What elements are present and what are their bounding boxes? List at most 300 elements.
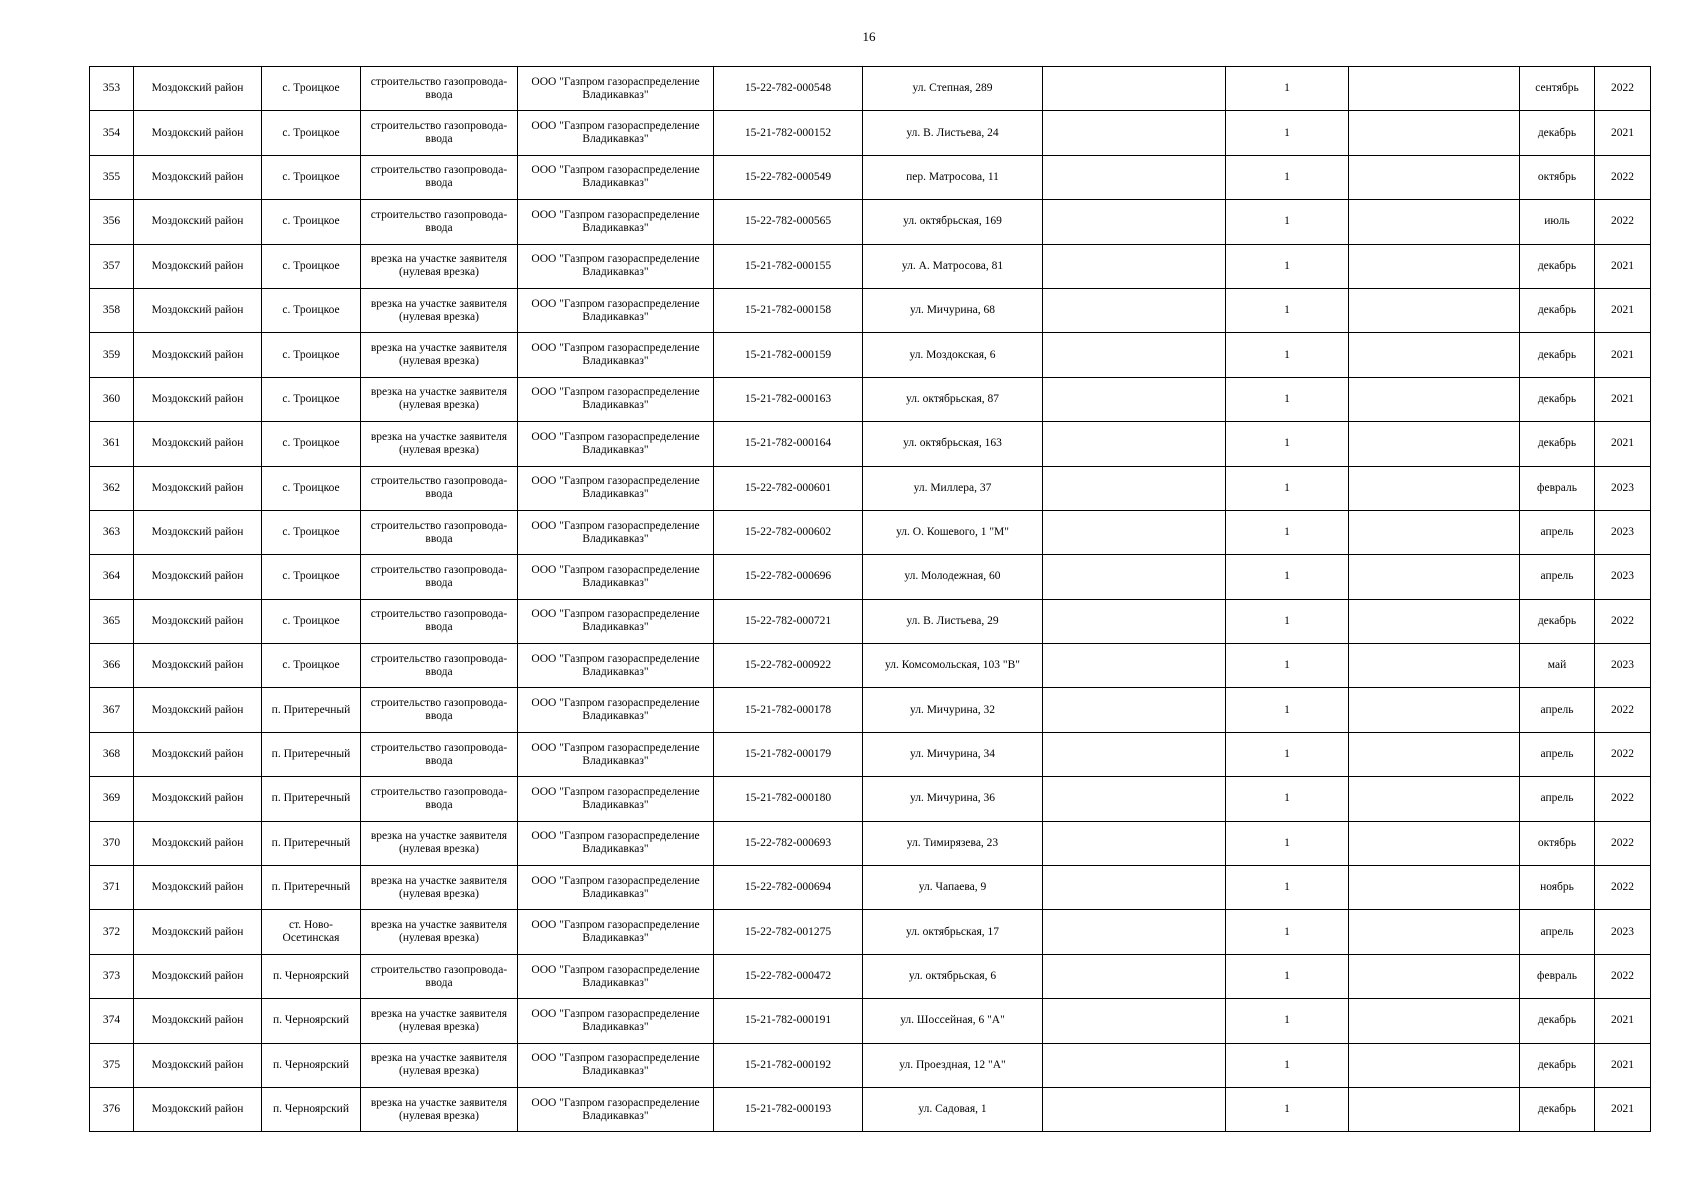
- month-cell: ноябрь: [1520, 866, 1595, 910]
- work-type-cell: врезка на участке заявителя (нулевая врезка): [361, 999, 518, 1043]
- application-number-cell: 15-22-782-000548: [714, 67, 863, 111]
- quantity-cell: 1: [1226, 777, 1349, 821]
- settlement-cell: п. Черноярский: [262, 1043, 361, 1087]
- quantity-cell: 1: [1226, 288, 1349, 332]
- table-row: [90, 555, 1651, 599]
- table-row: [90, 688, 1651, 732]
- row-number-cell: 364: [90, 555, 134, 599]
- district-cell: Моздокский район: [134, 422, 262, 466]
- table-row: [90, 422, 1651, 466]
- month-cell: апрель: [1520, 732, 1595, 776]
- table-row: [90, 866, 1651, 910]
- row-number-cell: 354: [90, 111, 134, 155]
- quantity-cell: 1: [1226, 155, 1349, 199]
- address-cell: ул. Комсомольская, 103 "В": [863, 644, 1043, 688]
- work-type-cell: строительство газопровода-ввода: [361, 510, 518, 554]
- empty-cell-cell: [1349, 866, 1520, 910]
- year-cell: 2021: [1595, 111, 1651, 155]
- organization-cell: ООО "Газпром газораспределение Владикавказ": [518, 555, 714, 599]
- organization-cell: ООО "Газпром газораспределение Владикавказ": [518, 510, 714, 554]
- quantity-cell: 1: [1226, 422, 1349, 466]
- empty-cell-cell: [1349, 466, 1520, 510]
- district-cell: Моздокский район: [134, 732, 262, 776]
- year-cell: 2021: [1595, 422, 1651, 466]
- work-type-cell: врезка на участке заявителя (нулевая врезка): [361, 1087, 518, 1131]
- year-cell: 2022: [1595, 200, 1651, 244]
- application-number-cell: 15-21-782-000192: [714, 1043, 863, 1087]
- settlement-cell: п. Притеречный: [262, 866, 361, 910]
- year-cell: 2021: [1595, 1087, 1651, 1131]
- address-cell: ул. Тимирязева, 23: [863, 821, 1043, 865]
- month-cell: декабрь: [1520, 288, 1595, 332]
- empty-cell-cell: [1043, 599, 1226, 643]
- table-row: [90, 732, 1651, 776]
- work-type-cell: врезка на участке заявителя (нулевая врезка): [361, 910, 518, 954]
- row-number-cell: 376: [90, 1087, 134, 1131]
- row-number-cell: 371: [90, 866, 134, 910]
- empty-cell-cell: [1043, 777, 1226, 821]
- table-row: [90, 1043, 1651, 1087]
- district-cell: Моздокский район: [134, 1087, 262, 1131]
- empty-cell-cell: [1043, 910, 1226, 954]
- month-cell: декабрь: [1520, 111, 1595, 155]
- month-cell: февраль: [1520, 954, 1595, 998]
- row-number-cell: 356: [90, 200, 134, 244]
- row-number-cell: 355: [90, 155, 134, 199]
- work-type-cell: строительство газопровода-ввода: [361, 644, 518, 688]
- year-cell: 2021: [1595, 288, 1651, 332]
- work-type-cell: строительство газопровода-ввода: [361, 732, 518, 776]
- address-cell: ул. В. Листьева, 24: [863, 111, 1043, 155]
- quantity-cell: 1: [1226, 599, 1349, 643]
- settlement-cell: п. Притеречный: [262, 732, 361, 776]
- quantity-cell: 1: [1226, 910, 1349, 954]
- month-cell: октябрь: [1520, 821, 1595, 865]
- organization-cell: ООО "Газпром газораспределение Владикавказ": [518, 644, 714, 688]
- month-cell: апрель: [1520, 510, 1595, 554]
- settlement-cell: с. Троицкое: [262, 644, 361, 688]
- row-number-cell: 363: [90, 510, 134, 554]
- empty-cell-cell: [1043, 1043, 1226, 1087]
- work-type-cell: строительство газопровода-ввода: [361, 555, 518, 599]
- settlement-cell: с. Троицкое: [262, 377, 361, 421]
- empty-cell-cell: [1043, 732, 1226, 776]
- page-number: 16: [862, 29, 876, 44]
- application-number-cell: 15-22-782-000472: [714, 954, 863, 998]
- table-row: [90, 244, 1651, 288]
- application-number-cell: 15-21-782-000178: [714, 688, 863, 732]
- application-number-cell: 15-21-782-000163: [714, 377, 863, 421]
- month-cell: декабрь: [1520, 422, 1595, 466]
- district-cell: Моздокский район: [134, 510, 262, 554]
- address-cell: ул. октябрьская, 17: [863, 910, 1043, 954]
- row-number-cell: 372: [90, 910, 134, 954]
- month-cell: октябрь: [1520, 155, 1595, 199]
- address-cell: ул. В. Листьева, 29: [863, 599, 1043, 643]
- organization-cell: ООО "Газпром газораспределение Владикавказ": [518, 599, 714, 643]
- district-cell: Моздокский район: [134, 954, 262, 998]
- year-cell: 2022: [1595, 866, 1651, 910]
- table-row: [90, 777, 1651, 821]
- empty-cell-cell: [1349, 555, 1520, 599]
- settlement-cell: ст. Ново-Осетинская: [262, 910, 361, 954]
- quantity-cell: 1: [1226, 466, 1349, 510]
- district-cell: Моздокский район: [134, 155, 262, 199]
- row-number-cell: 361: [90, 422, 134, 466]
- address-cell: ул. Миллера, 37: [863, 466, 1043, 510]
- district-cell: Моздокский район: [134, 244, 262, 288]
- work-type-cell: строительство газопровода-ввода: [361, 67, 518, 111]
- work-type-cell: строительство газопровода-ввода: [361, 155, 518, 199]
- row-number-cell: 358: [90, 288, 134, 332]
- settlement-cell: с. Троицкое: [262, 155, 361, 199]
- empty-cell-cell: [1043, 377, 1226, 421]
- organization-cell: ООО "Газпром газораспределение Владикавказ": [518, 821, 714, 865]
- application-number-cell: 15-21-782-000179: [714, 732, 863, 776]
- address-cell: ул. октябрьская, 169: [863, 200, 1043, 244]
- empty-cell-cell: [1043, 422, 1226, 466]
- empty-cell-cell: [1349, 67, 1520, 111]
- month-cell: апрель: [1520, 555, 1595, 599]
- organization-cell: ООО "Газпром газораспределение Владикавказ": [518, 244, 714, 288]
- address-cell: ул. октябрьская, 163: [863, 422, 1043, 466]
- empty-cell-cell: [1043, 466, 1226, 510]
- empty-cell-cell: [1349, 244, 1520, 288]
- year-cell: 2023: [1595, 510, 1651, 554]
- row-number-cell: 366: [90, 644, 134, 688]
- year-cell: 2021: [1595, 377, 1651, 421]
- application-number-cell: 15-21-782-000152: [714, 111, 863, 155]
- table-row: [90, 200, 1651, 244]
- organization-cell: ООО "Газпром газораспределение Владикавказ": [518, 999, 714, 1043]
- empty-cell-cell: [1349, 422, 1520, 466]
- work-type-cell: строительство газопровода-ввода: [361, 954, 518, 998]
- application-number-cell: 15-22-782-000601: [714, 466, 863, 510]
- month-cell: декабрь: [1520, 1087, 1595, 1131]
- table-row: [90, 599, 1651, 643]
- settlement-cell: с. Троицкое: [262, 244, 361, 288]
- table-row: [90, 999, 1651, 1043]
- table-row: [90, 644, 1651, 688]
- organization-cell: ООО "Газпром газораспределение Владикавказ": [518, 688, 714, 732]
- address-cell: ул. Шоссейная, 6 "А": [863, 999, 1043, 1043]
- district-cell: Моздокский район: [134, 555, 262, 599]
- address-cell: ул. Степная, 289: [863, 67, 1043, 111]
- empty-cell-cell: [1349, 688, 1520, 732]
- work-type-cell: врезка на участке заявителя (нулевая врезка): [361, 866, 518, 910]
- empty-cell-cell: [1349, 200, 1520, 244]
- empty-cell-cell: [1349, 777, 1520, 821]
- organization-cell: ООО "Газпром газораспределение Владикавказ": [518, 67, 714, 111]
- month-cell: июль: [1520, 200, 1595, 244]
- address-cell: ул. Проездная, 12 "А": [863, 1043, 1043, 1087]
- address-cell: ул. О. Кошевого, 1 "М": [863, 510, 1043, 554]
- organization-cell: ООО "Газпром газораспределение Владикавказ": [518, 1087, 714, 1131]
- address-cell: ул. Молодежная, 60: [863, 555, 1043, 599]
- address-cell: ул. октябрьская, 6: [863, 954, 1043, 998]
- month-cell: декабрь: [1520, 333, 1595, 377]
- address-cell: ул. Мичурина, 36: [863, 777, 1043, 821]
- organization-cell: ООО "Газпром газораспределение Владикавказ": [518, 1043, 714, 1087]
- empty-cell-cell: [1349, 510, 1520, 554]
- organization-cell: ООО "Газпром газораспределение Владикавказ": [518, 111, 714, 155]
- application-number-cell: 15-21-782-000159: [714, 333, 863, 377]
- district-cell: Моздокский район: [134, 111, 262, 155]
- year-cell: 2023: [1595, 644, 1651, 688]
- month-cell: апрель: [1520, 910, 1595, 954]
- work-type-cell: строительство газопровода-ввода: [361, 688, 518, 732]
- table-row: [90, 333, 1651, 377]
- work-type-cell: врезка на участке заявителя (нулевая врезка): [361, 422, 518, 466]
- empty-cell-cell: [1043, 1087, 1226, 1131]
- empty-cell-cell: [1043, 244, 1226, 288]
- year-cell: 2022: [1595, 777, 1651, 821]
- settlement-cell: с. Троицкое: [262, 111, 361, 155]
- quantity-cell: 1: [1226, 555, 1349, 599]
- work-type-cell: строительство газопровода-ввода: [361, 466, 518, 510]
- month-cell: февраль: [1520, 466, 1595, 510]
- district-cell: Моздокский район: [134, 866, 262, 910]
- application-number-cell: 15-21-782-000180: [714, 777, 863, 821]
- application-number-cell: 15-22-782-000922: [714, 644, 863, 688]
- month-cell: апрель: [1520, 777, 1595, 821]
- quantity-cell: 1: [1226, 200, 1349, 244]
- address-cell: ул. Мичурина, 32: [863, 688, 1043, 732]
- quantity-cell: 1: [1226, 67, 1349, 111]
- district-cell: Моздокский район: [134, 466, 262, 510]
- address-cell: ул. Моздокская, 6: [863, 333, 1043, 377]
- quantity-cell: 1: [1226, 999, 1349, 1043]
- empty-cell-cell: [1043, 155, 1226, 199]
- organization-cell: ООО "Газпром газораспределение Владикавказ": [518, 732, 714, 776]
- table-row: [90, 67, 1651, 111]
- month-cell: сентябрь: [1520, 67, 1595, 111]
- quantity-cell: 1: [1226, 510, 1349, 554]
- application-number-cell: 15-22-782-000721: [714, 599, 863, 643]
- district-cell: Моздокский район: [134, 377, 262, 421]
- year-cell: 2022: [1595, 155, 1651, 199]
- row-number-cell: 375: [90, 1043, 134, 1087]
- quantity-cell: 1: [1226, 644, 1349, 688]
- empty-cell-cell: [1349, 333, 1520, 377]
- table-row: [90, 1087, 1651, 1131]
- organization-cell: ООО "Газпром газораспределение Владикавказ": [518, 777, 714, 821]
- settlement-cell: с. Троицкое: [262, 200, 361, 244]
- year-cell: 2021: [1595, 999, 1651, 1043]
- settlement-cell: с. Троицкое: [262, 466, 361, 510]
- table-row: [90, 111, 1651, 155]
- year-cell: 2022: [1595, 67, 1651, 111]
- row-number-cell: 365: [90, 599, 134, 643]
- organization-cell: ООО "Газпром газораспределение Владикавказ": [518, 377, 714, 421]
- work-type-cell: врезка на участке заявителя (нулевая врезка): [361, 333, 518, 377]
- organization-cell: ООО "Газпром газораспределение Владикавказ": [518, 422, 714, 466]
- application-number-cell: 15-21-782-000191: [714, 999, 863, 1043]
- quantity-cell: 1: [1226, 954, 1349, 998]
- address-cell: ул. Чапаева, 9: [863, 866, 1043, 910]
- empty-cell-cell: [1043, 954, 1226, 998]
- quantity-cell: 1: [1226, 821, 1349, 865]
- table-row: [90, 821, 1651, 865]
- month-cell: декабрь: [1520, 244, 1595, 288]
- empty-cell-cell: [1043, 866, 1226, 910]
- address-cell: ул. октябрьская, 87: [863, 377, 1043, 421]
- empty-cell-cell: [1349, 821, 1520, 865]
- year-cell: 2021: [1595, 1043, 1651, 1087]
- table-row: [90, 910, 1651, 954]
- work-type-cell: строительство газопровода-ввода: [361, 111, 518, 155]
- organization-cell: ООО "Газпром газораспределение Владикавказ": [518, 333, 714, 377]
- empty-cell-cell: [1349, 732, 1520, 776]
- address-cell: ул. Садовая, 1: [863, 1087, 1043, 1131]
- month-cell: декабрь: [1520, 999, 1595, 1043]
- organization-cell: ООО "Газпром газораспределение Владикавказ": [518, 200, 714, 244]
- month-cell: декабрь: [1520, 1043, 1595, 1087]
- quantity-cell: 1: [1226, 377, 1349, 421]
- empty-cell-cell: [1349, 644, 1520, 688]
- application-number-cell: 15-21-782-000193: [714, 1087, 863, 1131]
- settlement-cell: п. Притеречный: [262, 821, 361, 865]
- empty-cell-cell: [1043, 555, 1226, 599]
- quantity-cell: 1: [1226, 333, 1349, 377]
- district-cell: Моздокский район: [134, 688, 262, 732]
- year-cell: 2022: [1595, 821, 1651, 865]
- settlement-cell: с. Троицкое: [262, 510, 361, 554]
- empty-cell-cell: [1043, 510, 1226, 554]
- address-cell: ул. Мичурина, 34: [863, 732, 1043, 776]
- settlement-cell: с. Троицкое: [262, 288, 361, 332]
- month-cell: апрель: [1520, 688, 1595, 732]
- month-cell: декабрь: [1520, 599, 1595, 643]
- organization-cell: ООО "Газпром газораспределение Владикавказ": [518, 155, 714, 199]
- row-number-cell: 362: [90, 466, 134, 510]
- quantity-cell: 1: [1226, 866, 1349, 910]
- row-number-cell: 357: [90, 244, 134, 288]
- empty-cell-cell: [1349, 111, 1520, 155]
- work-type-cell: врезка на участке заявителя (нулевая врезка): [361, 377, 518, 421]
- empty-cell-cell: [1043, 821, 1226, 865]
- application-number-cell: 15-22-782-000696: [714, 555, 863, 599]
- row-number-cell: 369: [90, 777, 134, 821]
- application-number-cell: 15-22-782-000565: [714, 200, 863, 244]
- district-cell: Моздокский район: [134, 333, 262, 377]
- empty-cell-cell: [1043, 644, 1226, 688]
- work-type-cell: врезка на участке заявителя (нулевая врезка): [361, 244, 518, 288]
- district-cell: Моздокский район: [134, 67, 262, 111]
- settlement-cell: п. Черноярский: [262, 954, 361, 998]
- empty-cell-cell: [1349, 910, 1520, 954]
- table-row: [90, 954, 1651, 998]
- organization-cell: ООО "Газпром газораспределение Владикавказ": [518, 910, 714, 954]
- row-number-cell: 360: [90, 377, 134, 421]
- district-cell: Моздокский район: [134, 288, 262, 332]
- address-cell: ул. А. Матросова, 81: [863, 244, 1043, 288]
- district-cell: Моздокский район: [134, 910, 262, 954]
- empty-cell-cell: [1043, 200, 1226, 244]
- district-cell: Моздокский район: [134, 599, 262, 643]
- table-row: [90, 155, 1651, 199]
- empty-cell-cell: [1349, 377, 1520, 421]
- application-number-cell: 15-22-782-000549: [714, 155, 863, 199]
- year-cell: 2023: [1595, 910, 1651, 954]
- empty-cell-cell: [1043, 67, 1226, 111]
- district-cell: Моздокский район: [134, 821, 262, 865]
- work-type-cell: строительство газопровода-ввода: [361, 200, 518, 244]
- application-number-cell: 15-22-782-000694: [714, 866, 863, 910]
- settlement-cell: с. Троицкое: [262, 599, 361, 643]
- quantity-cell: 1: [1226, 1043, 1349, 1087]
- empty-cell-cell: [1349, 1087, 1520, 1131]
- settlement-cell: п. Притеречный: [262, 777, 361, 821]
- address-cell: пер. Матросова, 11: [863, 155, 1043, 199]
- data-table: [89, 66, 1651, 1132]
- application-number-cell: 15-21-782-000164: [714, 422, 863, 466]
- row-number-cell: 367: [90, 688, 134, 732]
- month-cell: декабрь: [1520, 377, 1595, 421]
- work-type-cell: врезка на участке заявителя (нулевая врезка): [361, 1043, 518, 1087]
- year-cell: 2023: [1595, 466, 1651, 510]
- year-cell: 2022: [1595, 599, 1651, 643]
- year-cell: 2022: [1595, 688, 1651, 732]
- empty-cell-cell: [1043, 111, 1226, 155]
- table-row: [90, 288, 1651, 332]
- settlement-cell: п. Черноярский: [262, 999, 361, 1043]
- settlement-cell: с. Троицкое: [262, 422, 361, 466]
- empty-cell-cell: [1349, 1043, 1520, 1087]
- district-cell: Моздокский район: [134, 644, 262, 688]
- empty-cell-cell: [1043, 688, 1226, 732]
- empty-cell-cell: [1349, 999, 1520, 1043]
- settlement-cell: п. Черноярский: [262, 1087, 361, 1131]
- application-number-cell: 15-21-782-000155: [714, 244, 863, 288]
- year-cell: 2021: [1595, 333, 1651, 377]
- settlement-cell: с. Троицкое: [262, 333, 361, 377]
- work-type-cell: строительство газопровода-ввода: [361, 777, 518, 821]
- settlement-cell: п. Притеречный: [262, 688, 361, 732]
- organization-cell: ООО "Газпром газораспределение Владикавказ": [518, 288, 714, 332]
- district-cell: Моздокский район: [134, 999, 262, 1043]
- district-cell: Моздокский район: [134, 777, 262, 821]
- organization-cell: ООО "Газпром газораспределение Владикавказ": [518, 954, 714, 998]
- empty-cell-cell: [1043, 333, 1226, 377]
- row-number-cell: 368: [90, 732, 134, 776]
- table-row: [90, 510, 1651, 554]
- work-type-cell: врезка на участке заявителя (нулевая врезка): [361, 288, 518, 332]
- settlement-cell: с. Троицкое: [262, 555, 361, 599]
- address-cell: ул. Мичурина, 68: [863, 288, 1043, 332]
- organization-cell: ООО "Газпром газораспределение Владикавказ": [518, 466, 714, 510]
- row-number-cell: 374: [90, 999, 134, 1043]
- year-cell: 2023: [1595, 555, 1651, 599]
- application-number-cell: 15-22-782-000602: [714, 510, 863, 554]
- work-type-cell: врезка на участке заявителя (нулевая врезка): [361, 821, 518, 865]
- empty-cell-cell: [1349, 155, 1520, 199]
- table-row: [90, 377, 1651, 421]
- year-cell: 2022: [1595, 732, 1651, 776]
- empty-cell-cell: [1043, 288, 1226, 332]
- row-number-cell: 353: [90, 67, 134, 111]
- row-number-cell: 370: [90, 821, 134, 865]
- year-cell: 2021: [1595, 244, 1651, 288]
- table-row: [90, 466, 1651, 510]
- row-number-cell: 359: [90, 333, 134, 377]
- settlement-cell: с. Троицкое: [262, 67, 361, 111]
- quantity-cell: 1: [1226, 1087, 1349, 1131]
- empty-cell-cell: [1349, 599, 1520, 643]
- application-number-cell: 15-21-782-000158: [714, 288, 863, 332]
- empty-cell-cell: [1349, 288, 1520, 332]
- month-cell: май: [1520, 644, 1595, 688]
